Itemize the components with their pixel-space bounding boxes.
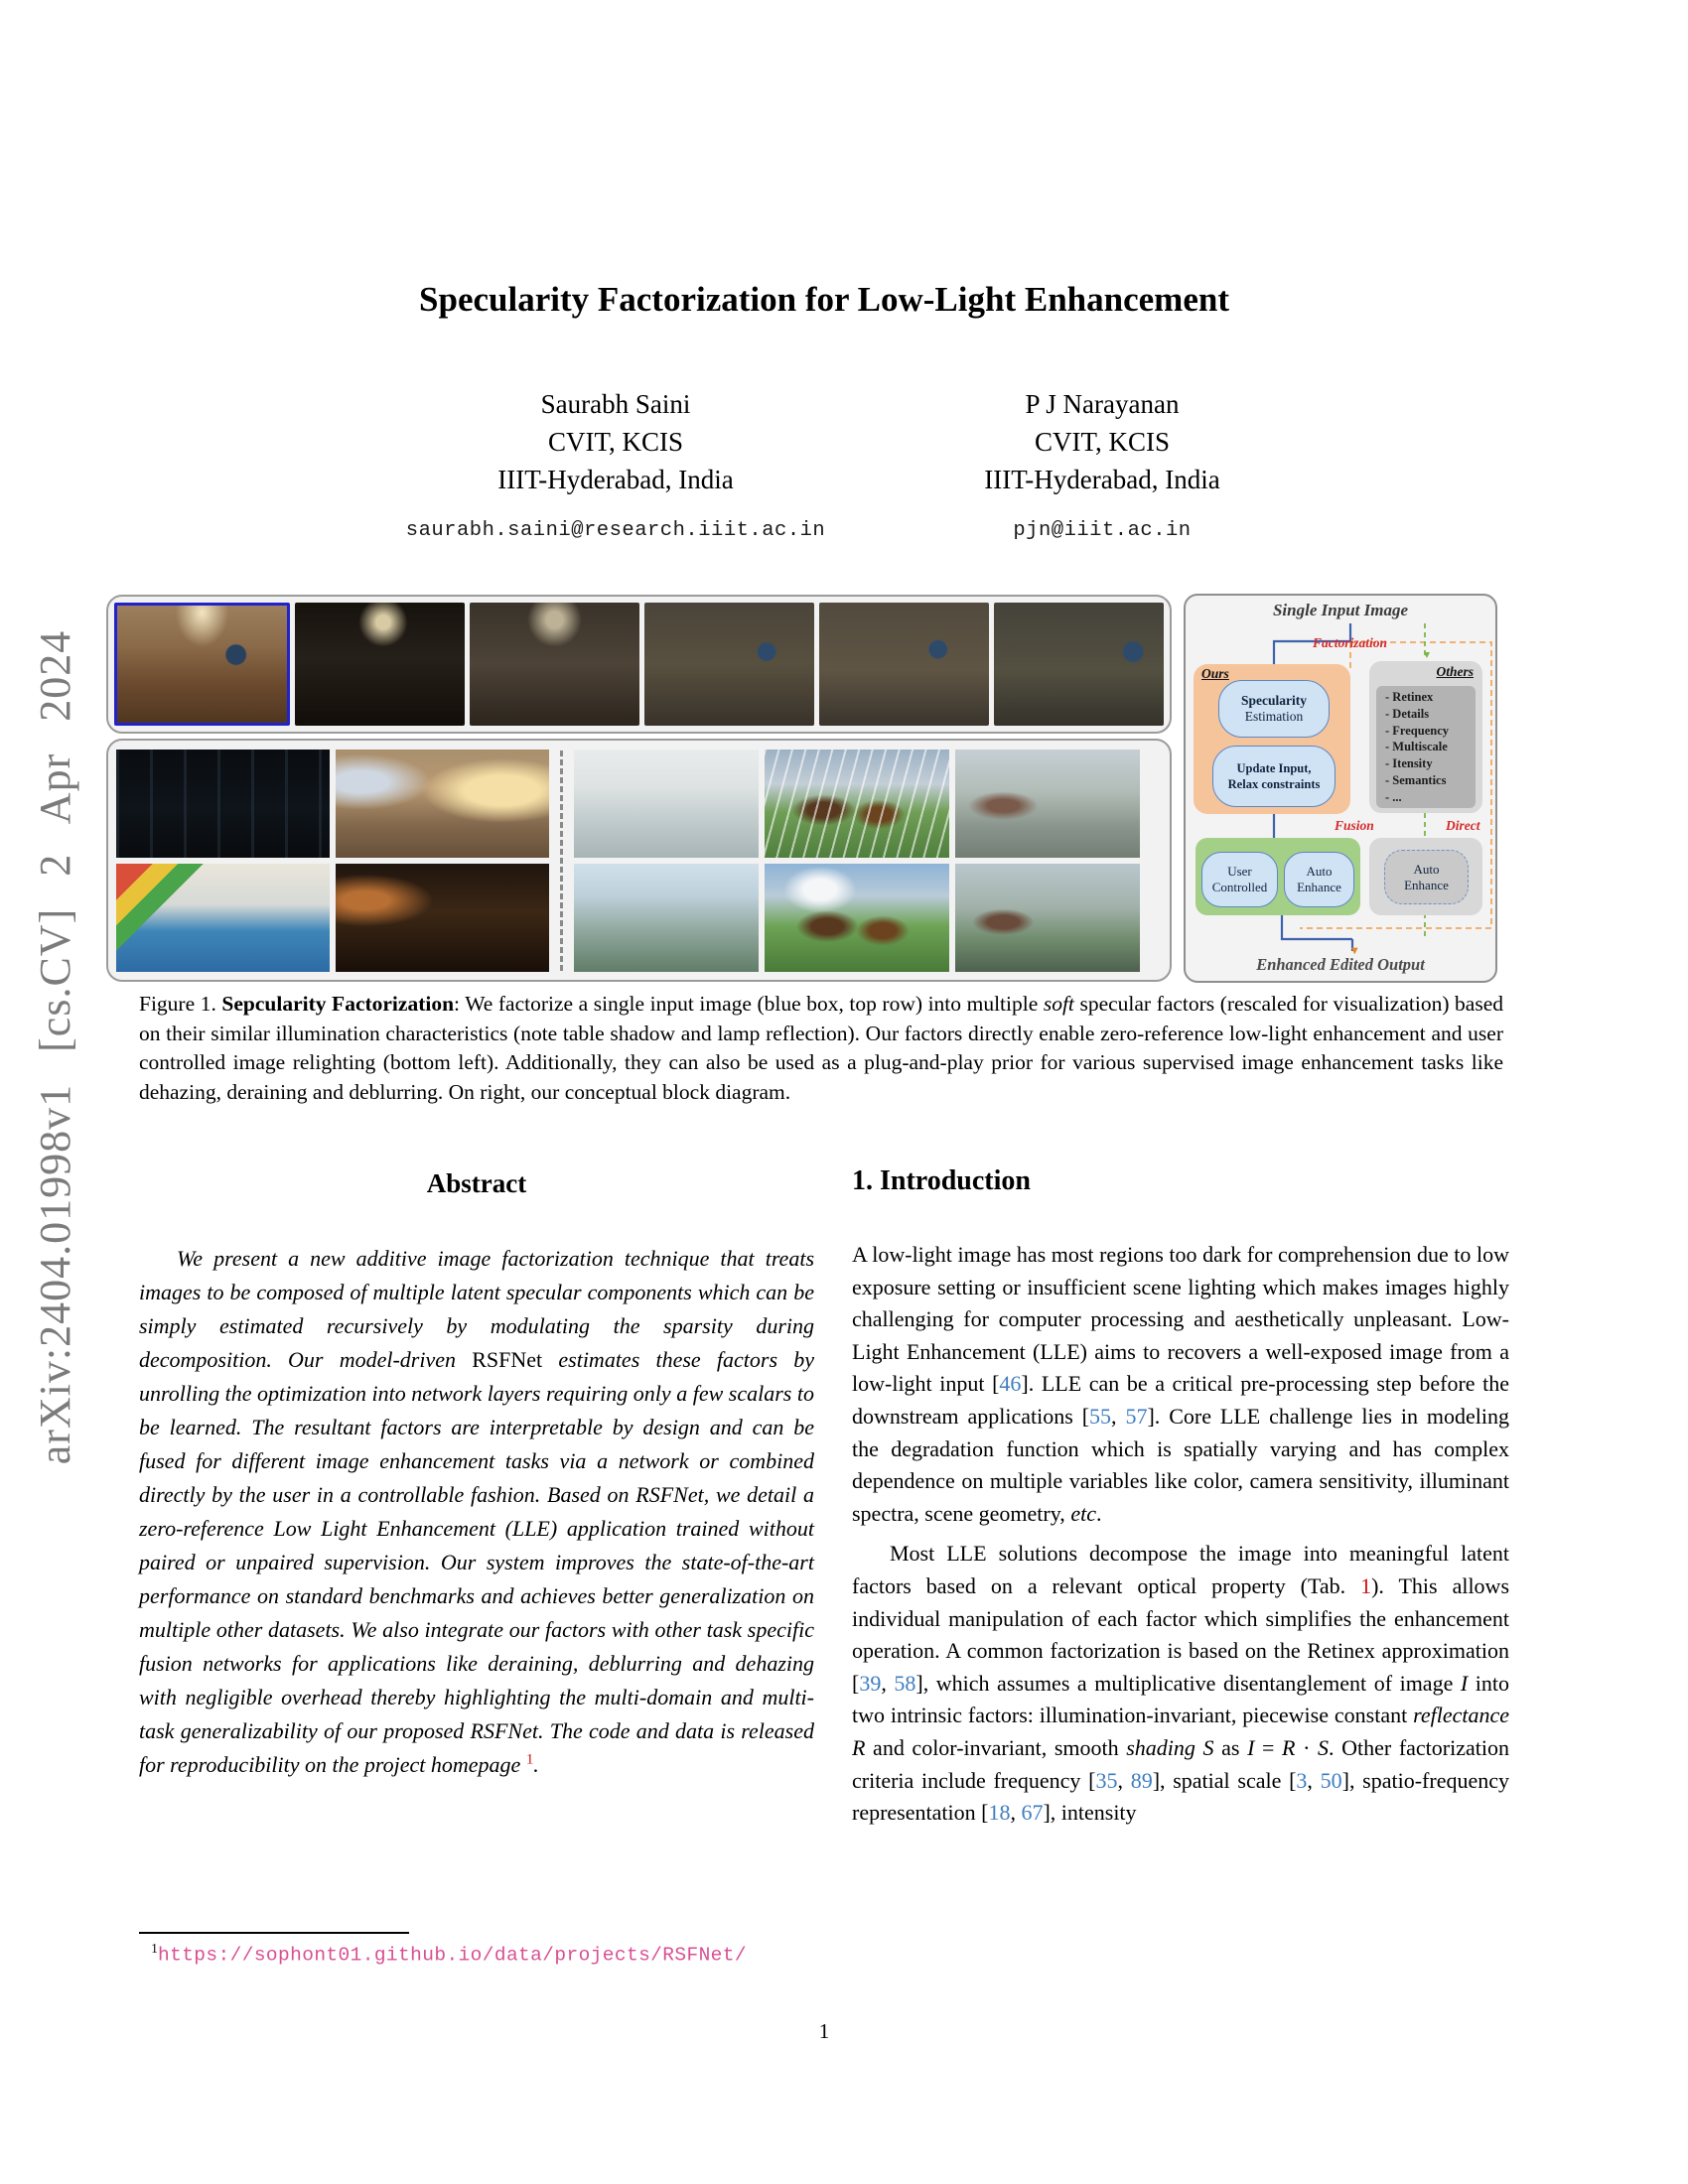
dehazed-city-tile [574,864,759,972]
text-segment: R [1282,1734,1296,1760]
text-segment: . [1095,1500,1102,1526]
text-segment: reflectance [1413,1703,1509,1728]
footnote [151,1942,747,1967]
diagram-title: Single Input Image [1272,601,1409,619]
citation-link[interactable]: 58 [894,1670,916,1696]
footnote-ref-link[interactable]: 1 [525,1751,534,1768]
citation-link[interactable]: 18 [988,1800,1011,1826]
text-segment: into two intrinsic factors: illumination-invariant, piecewise constant [852,1670,1509,1728]
specular-factor-tile-5 [994,603,1164,726]
rainy-horses-tile [765,750,949,858]
author-affiliation: IIIT-Hyderabad, India [497,465,734,494]
text-segment: as [1213,1734,1248,1760]
table-ref-link[interactable]: 1 [1360,1572,1372,1598]
citation-link[interactable]: 50 [1320,1767,1342,1793]
fusion-label: Fusion [1335,818,1374,833]
node-label: Update Input, [1236,761,1312,775]
text-segment: S [1318,1734,1330,1760]
text-segment: · [1295,1734,1319,1760]
text-segment: ). This allows individual manipulation of each factor which simplifies the enhancement operation. A common factorization is based on the Retinex approximation [ [852,1572,1510,1696]
text-segment: RSFNet [472,1347,543,1372]
update-input-node [1212,746,1336,807]
ours-label: Ours [1201,666,1229,681]
figure-divider [560,751,563,971]
citation-link[interactable]: 35 [1095,1767,1118,1793]
page-number: 1 [818,2019,830,2043]
node-label: Enhance [1404,877,1449,892]
node-label: Auto [1413,861,1440,877]
author-block-2 [844,385,1360,550]
text-segment: We present a new additive image factorization technique that treats images to be composed of multiple latent specular components which can be simply estimated recursively by modulating the sparsity during decomposition. Our model-driven [139,1246,814,1372]
node-label: Enhance [1297,880,1341,894]
node-label: Controlled [1211,880,1268,894]
text-segment: = [1254,1734,1283,1760]
hazy-city-tile [574,750,759,858]
text-segment: Sepcularity Factorization [221,992,455,1016]
abstract-text [139,1242,814,1782]
specular-factor-tile-1 [295,603,465,726]
author-email[interactable]: pjn@iiit.ac.in [1013,519,1192,542]
abstract-heading: Abstract [426,1168,527,1198]
list-item: - Semantics [1385,772,1447,787]
node-label: Auto [1306,864,1333,879]
lowlight-pool-tile [116,750,330,858]
author-affiliation: IIIT-Hyderabad, India [984,465,1220,494]
citation-link[interactable]: 46 [999,1371,1022,1397]
text-segment: S [1202,1734,1214,1760]
text-segment: , [881,1670,895,1696]
project-homepage-link[interactable]: https://sophont01.github.io/data/projects/RSFNet/ [158,1944,747,1967]
derained-horses-tile [765,864,949,972]
text-segment: A low-light image has most regions too dark for comprehension due to low exposure setting or insufficient scene lighting which makes images highly challenging for computer processing and aesthetically unpleasant. Low-Light Enhancement (LLE) aims to recovers a well-exposed image from a low-light input [ [852,1242,1509,1397]
diagram-output-label: Enhanced Edited Output [1256,955,1425,974]
citation-link[interactable]: 39 [859,1670,882,1696]
text-segment: Most LLE solutions decompose the image into meaningful latent factors based on a relevant optical property (Tab. [852,1541,1509,1598]
direct-label: Direct [1446,818,1480,833]
list-item: - Frequency [1385,723,1449,738]
author-email[interactable]: saurabh.saini@research.iiit.ac.in [405,519,826,542]
specular-factor-tile-4 [819,603,989,726]
author-affiliation: CVIT, KCIS [1034,427,1170,457]
block-diagram [1184,594,1497,983]
citation-link[interactable]: 89 [1130,1767,1153,1793]
blurry-street-tile [955,750,1140,858]
introduction-text [852,1239,1509,1830]
others-label: Others [1436,664,1474,679]
others-method-list [1376,686,1476,808]
list-item: - Retinex [1385,690,1434,704]
text-segment: ]. Core LLE challenge lies in modeling the degradation function which is spatially varying and has complex dependence on multiple variables like color, camera sensitivity, illuminant spectra, scene geometry, [852,1403,1509,1526]
arxiv-watermark: arXiv:2404.01998v1 [cs.CV] 2 Apr 2024 [31,629,79,1465]
footnote-rule [139,1932,409,1934]
paper-title: Specularity Factorization for Low-Light Enhancement [419,280,1229,319]
list-item: - ... [1385,789,1402,804]
specular-factor-tile-3 [644,603,814,726]
list-item: - Details [1385,706,1430,721]
text-segment: estimates these factors by unrolling the optimization into network layers requiring only a few scalars to be learned. The resultant factors are interpretable by design and can be fused for different image enhancement tasks via a network or combined directly by the user in a controllable fashion. Based on RSFNet, we detail a zero-reference Low Light Enhancement (LLE) application trained without paired or unpaired supervision. Our system improves the state-of-the-art performance on standard benchmarks and achieves better generalization on multiple other datasets. We also integrate our factors with other task specific fusion networks for applications like deraining, deblurring and dehazing with negligible overhead thereby highlighting the multi-domain and multi-task generalizability of our proposed RSFNet. The code and data is released for reproducibility on the project homepage [139,1347,814,1777]
figure-caption [139,990,1503,1107]
text-segment: ], intensity [1043,1800,1137,1826]
plug-and-play-examples [574,750,1140,972]
text-segment: I [1247,1734,1255,1760]
others-group-box [1369,661,1482,813]
intro-paragraph-2 [852,1538,1509,1829]
citation-link[interactable]: 57 [1125,1403,1148,1429]
text-segment: , [1010,1800,1022,1826]
specular-factor-tile-2 [470,603,639,726]
author-block-1 [357,385,874,550]
lowlight-dining-tile [336,864,549,972]
author-affiliation: CVIT, KCIS [547,427,683,457]
node-label: Estimation [1244,709,1304,724]
relighting-examples [116,750,549,972]
figure-top-row [106,595,1172,734]
list-item: - Itensity [1385,756,1433,771]
text-segment: ], which assumes a multiplicative disentanglement of image [915,1670,1461,1696]
node-label: User [1227,864,1252,879]
citation-link[interactable]: 55 [1089,1403,1112,1429]
text-segment: soft [1043,992,1074,1016]
input-image-tile [114,603,290,726]
node-label: Relax constraints [1227,777,1321,791]
text-segment: . [533,1752,539,1777]
section-heading-introduction: 1. Introduction [852,1165,1031,1196]
intro-paragraph-1 [852,1239,1509,1530]
text-segment [1196,1735,1203,1760]
footnote-marker: 1 [151,1942,158,1957]
enhanced-dining-tile [336,750,549,858]
text-segment: Figure 1. [139,992,222,1016]
text-segment: ], spatio-frequency representation [ [852,1767,1509,1826]
author-name: P J Narayanan [1025,389,1180,419]
text-segment: I [1460,1670,1469,1696]
citation-link[interactable]: 3 [1296,1767,1308,1793]
text-segment: etc [1070,1500,1096,1526]
text-segment: : We factorize a single input image (blue box, top row) into multiple [454,992,1044,1016]
text-segment: , [1117,1767,1131,1793]
author-name: Saurabh Saini [540,389,691,419]
factorization-label: Factorization [1313,635,1388,650]
text-segment: R [852,1734,866,1760]
enhanced-pool-tile [116,864,330,972]
text-segment: . Other factorization criteria include frequency [ [852,1734,1509,1793]
text-segment: shading [1126,1734,1196,1760]
specularity-estimation-node [1218,680,1330,738]
text-segment: , [1111,1403,1126,1429]
text-segment: specular factors (rescaled for visualization) based on their similar illumination characteristics (note table shadow and lamp reflection). Our factors directly enable zero-reference low-light enhancement and user controlled image relighting (bottom left). Additionally, they can also be used as a plug-and-play prior for various supervised image enhancement tasks like dehazing, deraining and deblurring. On right, our conceptual block diagram. [139,992,1504,1104]
user-controlled-node [1201,852,1278,907]
figure-bottom-row [106,739,1172,982]
auto-enhance-node [1284,852,1354,907]
citation-link[interactable]: 67 [1021,1800,1044,1826]
direct-auto-enhance-node [1384,850,1469,904]
deblurred-street-tile [955,864,1140,972]
node-label: Specularity [1241,693,1307,708]
text-segment: , [1307,1767,1321,1793]
text-segment: and color-invariant, smooth [865,1734,1127,1760]
text-segment: ]. LLE can be a critical pre-processing step before the downstream applications [ [852,1371,1509,1429]
text-segment: ], spatial scale [ [1152,1767,1297,1793]
list-item: - Multiscale [1385,740,1448,754]
